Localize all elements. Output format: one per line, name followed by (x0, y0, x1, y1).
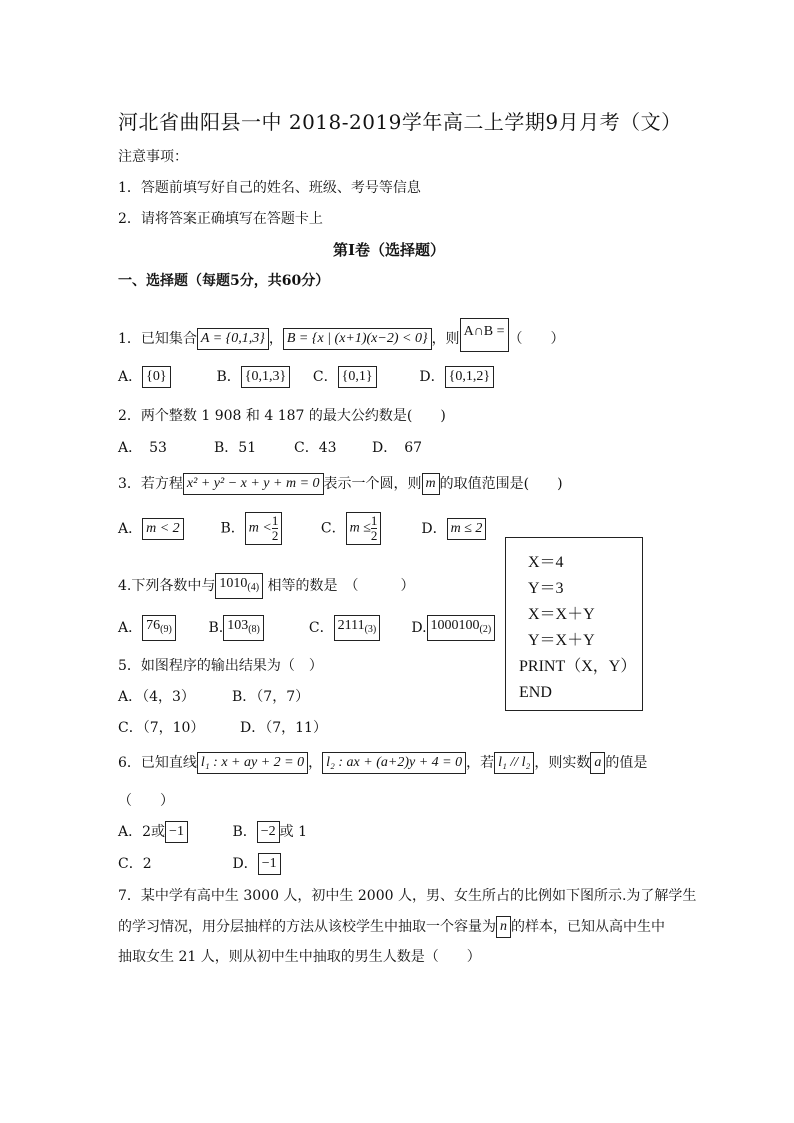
variable-n: n (496, 916, 511, 938)
question-2: 2．两个整数 1 908 和 4 187 的最大公约数是( ) (118, 408, 446, 424)
option-d[interactable]: D． 67 (372, 440, 423, 456)
question-6: 6．已知直线 l₁ : x + ay + 2 = 0 ， l₂ : ax + (a+2)y + 4 = 0 ，若 l₁ // l₂ ，则实数 a 的值是 (118, 752, 647, 774)
intersection-expr: A∩B = (460, 318, 509, 352)
question-1-options: A． {0} B． {0,1,3} C． {0,1} D． {0,1,2} (118, 366, 494, 388)
option-b[interactable]: B．（7，7） (232, 689, 310, 705)
question-7-line-3: 抽取女生 21 人，则从初中生中抽取的男生人数是（ ） (118, 949, 481, 965)
option-c[interactable]: {0,1} (338, 366, 377, 388)
notice-heading: 注意事项： (118, 149, 188, 165)
part-title: 第I卷（选择题） (333, 241, 446, 259)
line-l1-equation: l₁ : x + ay + 2 = 0 (197, 752, 308, 774)
option-b[interactable]: $103_{(8)}$ (223, 615, 264, 641)
option-a[interactable]: A．（4，3） (118, 689, 195, 705)
question-6-options-row1 (118, 821, 307, 843)
question-7-line-2: 的学习情况，用分层抽样的方法从该校学生中抽取一个容量为 n 的样本，已知从高中生中 (118, 916, 665, 938)
option-d[interactable]: m ≤ 2 (447, 518, 487, 540)
option-c[interactable]: C．43 (294, 440, 337, 456)
option-d[interactable]: $1000100_{(2)}$ (427, 615, 496, 641)
option-a[interactable]: A． 53 (118, 440, 167, 456)
question-2-options (118, 437, 422, 457)
program-line: Y＝X＋Y (528, 632, 595, 649)
option-a[interactable]: {0} (142, 366, 170, 388)
option-a[interactable]: $76_{(9)}$ (142, 615, 176, 641)
question-6-options-row2 (118, 853, 281, 875)
program-line: Y＝3 (528, 580, 564, 597)
program-line: X＝4 (528, 554, 564, 571)
notice-item-1: 1．答题前填写好自己的姓名、班级、考号等信息 (118, 180, 421, 196)
program-box (505, 537, 643, 711)
option-d[interactable]: D． −1 (232, 853, 280, 875)
option-c[interactable]: $2111_{(3)}$ (334, 615, 381, 641)
question-3-options: A． m < 2 B． m < $\frac{1}{2}$ C． m ≤ $\frac{1}{2}$ D． m ≤ 2 (118, 512, 486, 545)
option-b[interactable]: {0,1,3} (241, 366, 290, 388)
section-heading: 一、选择题（每题5分，共60分） (118, 273, 330, 289)
question-5-options-row1 (118, 686, 309, 706)
question-4-options: A． $76_{(9)}$ B. $103_{(8)}$ C． $2111_{(3)}$ D. $1000100_{(2)}$ (118, 615, 495, 641)
notice-item-2: 2．请将答案正确填写在答题卡上 (118, 211, 323, 227)
question-4: 4.下列各数中与 $1010_{(4)}$ 相等的数是 （ ） (118, 573, 414, 599)
option-c[interactable]: C．2 (118, 856, 152, 872)
program-line: END (519, 684, 552, 701)
base4-number: $1010_{(4)}$ (215, 573, 263, 599)
option-b[interactable]: m < $\frac{1}{2}$ (245, 512, 283, 545)
program-line: PRINT（X，Y） (519, 658, 637, 675)
circle-equation: x² + y² − x + y + m = 0 (183, 473, 324, 495)
question-5: 5．如图程序的输出结果为（ ） (118, 658, 323, 674)
parallel-condition: l₁ // l₂ (494, 752, 534, 774)
question-3: 3．若方程 x² + y² − x + y + m = 0 表示一个圆，则 m 的取值范围是( ) (118, 473, 563, 495)
option-a[interactable]: A．2或 −1 (118, 821, 228, 843)
option-b[interactable]: B． −2 或 1 (232, 821, 307, 843)
page-title: 河北省曲阳县一中 2018-2019学年高二上学期9月月考（文） (118, 110, 682, 134)
variable-a: a (590, 752, 605, 774)
program-line: X＝X＋Y (528, 606, 595, 623)
option-b[interactable]: B．51 (214, 440, 257, 456)
question-6-paren: （ ） (118, 793, 174, 809)
question-7-line-1: 7．某中学有高中生 3000 人，初中生 2000 人，男、女生所占的比例如下图所示.为了解学生 (118, 888, 697, 904)
option-c[interactable]: C．（7，10） (118, 720, 205, 736)
variable-m: m (422, 473, 440, 495)
question-1: 1．已知集合 A = {0,1,3} ， B = {x | (x+1)(x−2) < 0} ，则 A∩B = （ ） (118, 318, 565, 352)
option-d[interactable]: {0,1,2} (445, 366, 494, 388)
set-b-expr: B = {x | (x+1)(x−2) < 0} (283, 328, 432, 350)
line-l2-equation: l₂ : ax + (a+2)y + 4 = 0 (322, 752, 466, 774)
set-a-expr: A = {0,1,3} (197, 328, 269, 350)
question-5-options-row2 (118, 717, 327, 737)
option-a[interactable]: m < 2 (142, 518, 184, 540)
option-c[interactable]: m ≤ $\frac{1}{2}$ (346, 512, 382, 545)
option-d[interactable]: D．（7，11） (240, 720, 327, 736)
